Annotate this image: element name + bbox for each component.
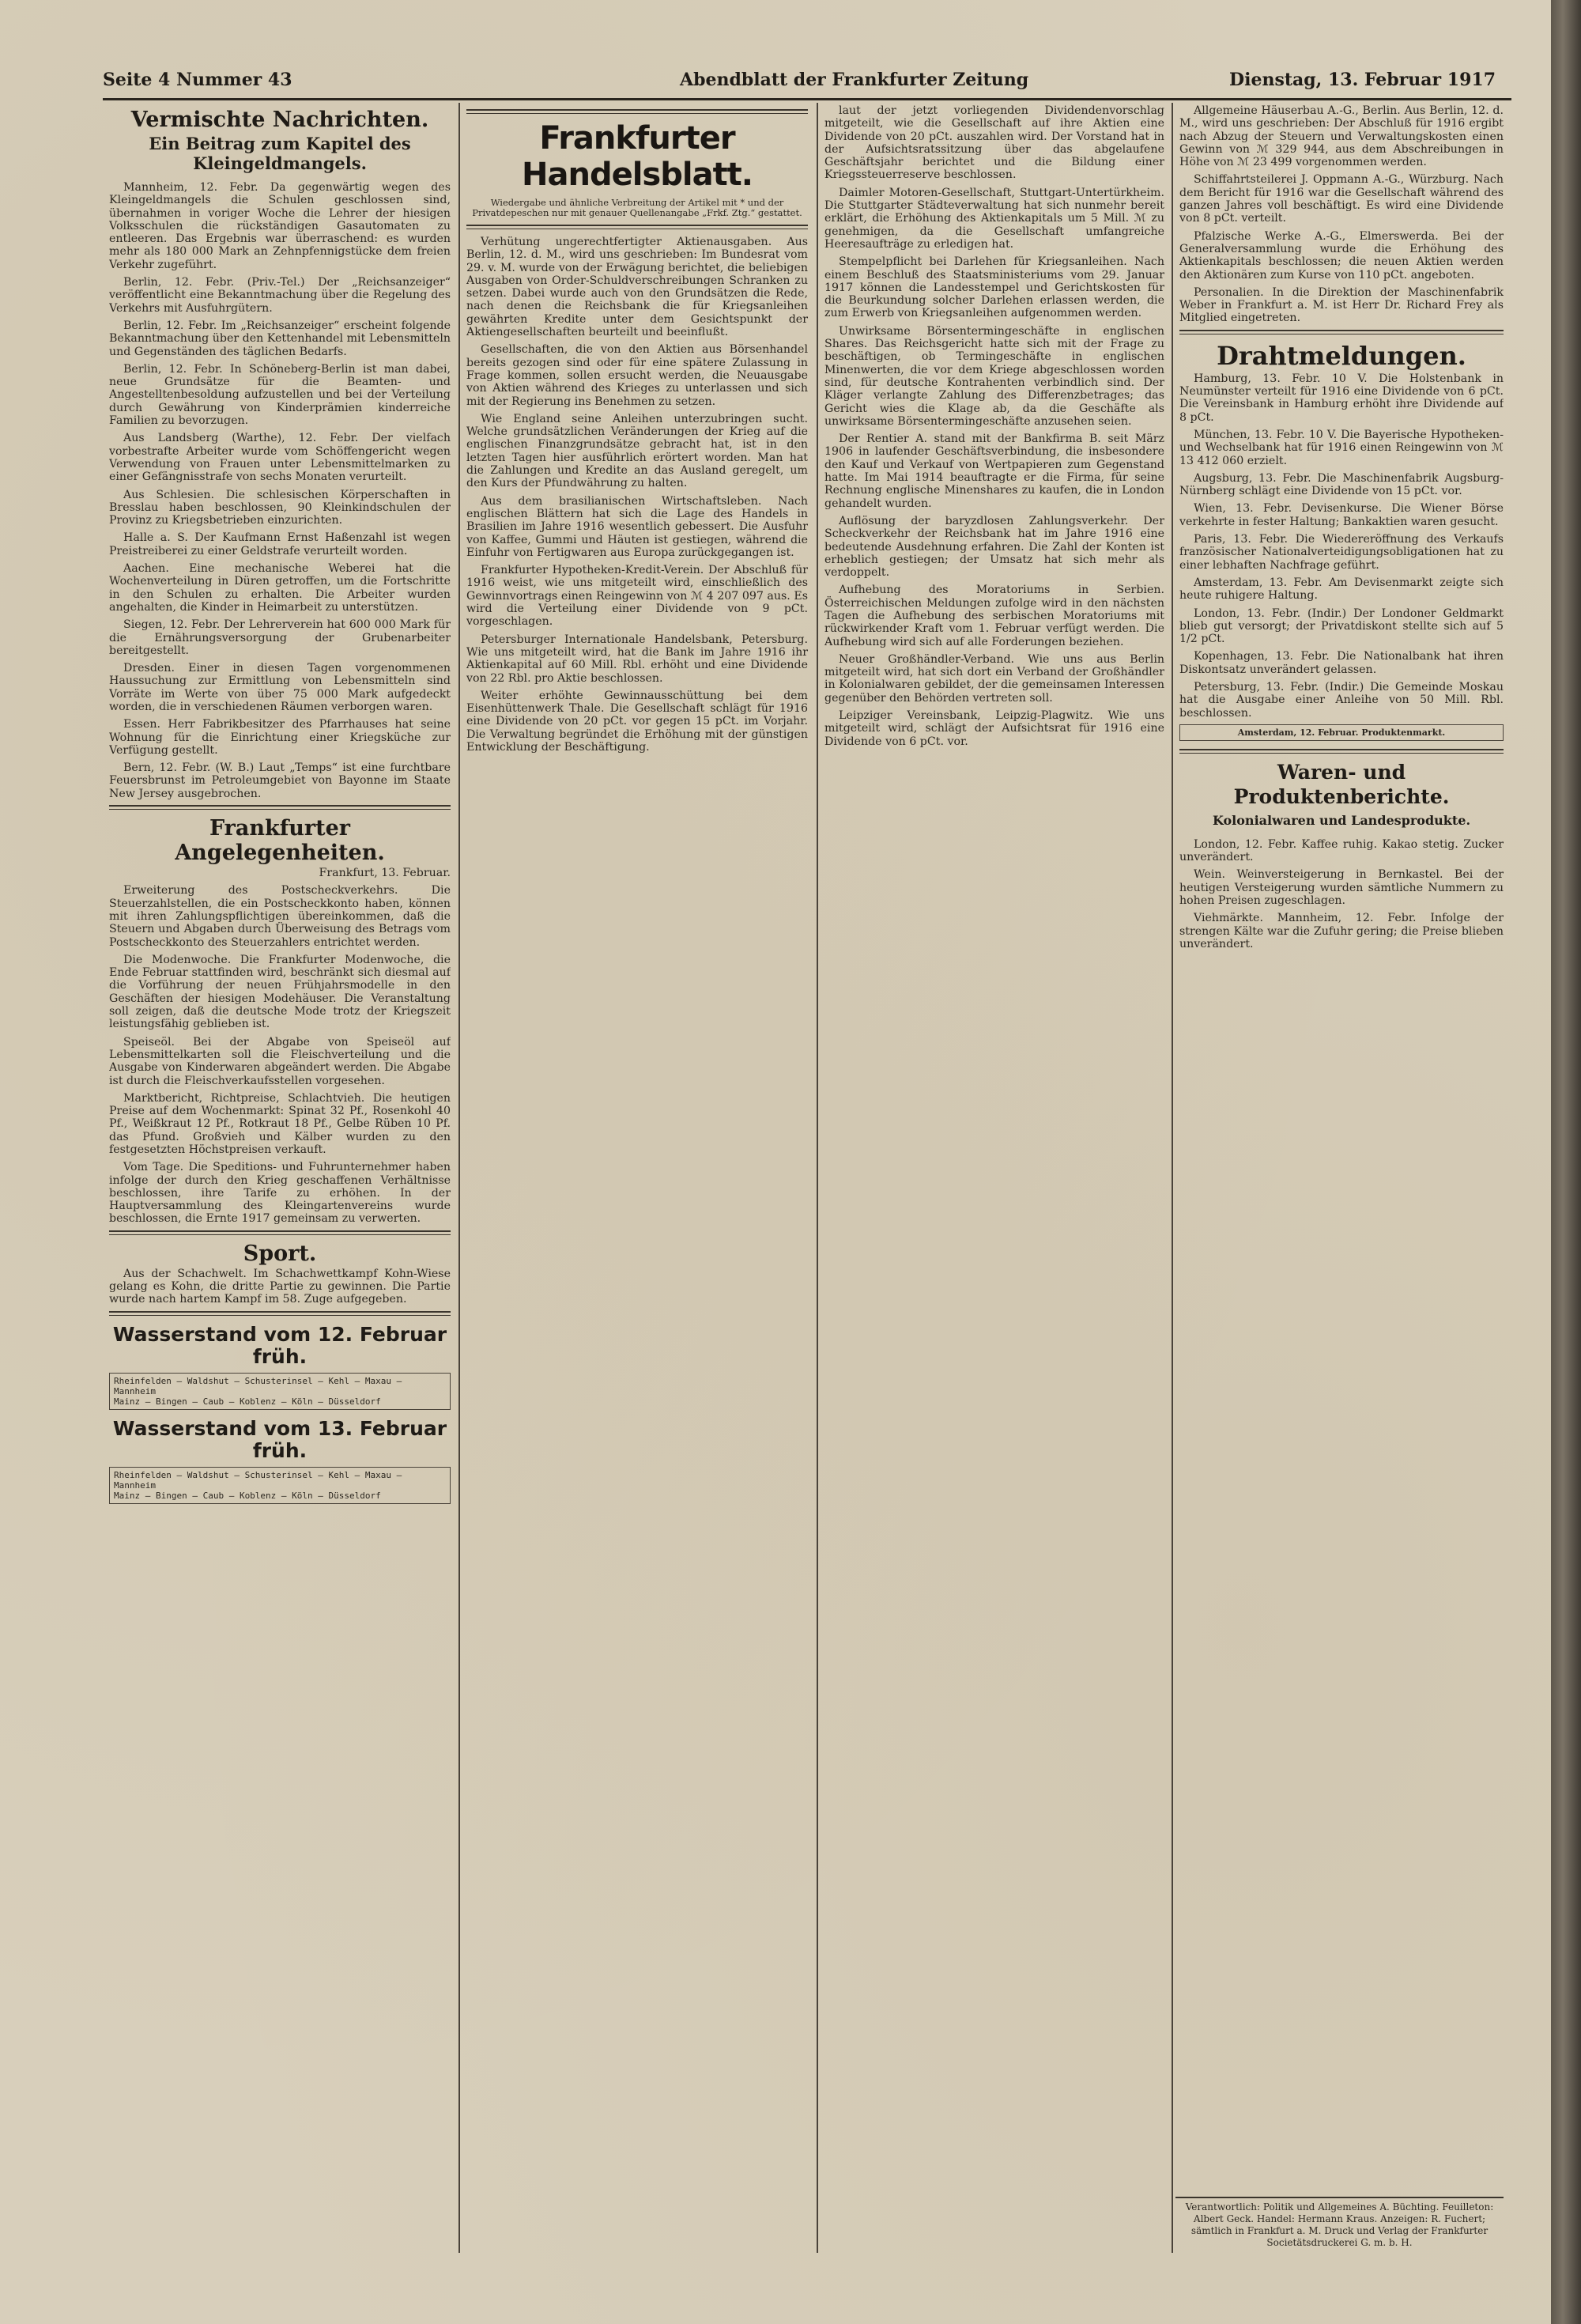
subheading-kleingeld: Ein Beitrag zum Kapitel des Kleingeldmangels. [149, 134, 411, 173]
article-paragraph: Die Modenwoche. Die Frankfurter Modenwoche, die Ende Februar stattfinden wird, beschränkt sich diesmal auf die Vorführung der neuen Frühjahrsmodelle in den Geschäften der hiesigen Modehäuser. Die Veranstaltung soll zeigen, daß die deutsche Mode trotz der Kriegszeit leistungsfähig geblieben ist. [109, 953, 451, 1031]
article-paragraph: Unwirksame Börsentermingeschäfte in englischen Shares. Das Reichsgericht hatte sich mit der Frage zu beschäftigen, ob Termingeschäfte in englischen Minenwerten, die vor dem Kriege abgeschlossen worden sind, für deutsche Kontrahenten verbindlich sind. Der Kläger verlangte Zahlung des Differenzbetrages; das Gericht wies die Klage ab, da die Geschäfte als unwirksame Börsentermingeschäfte anzusehen seien. [824, 324, 1164, 428]
water-level-row: Mainz — Bingen — Caub — Koblenz — Köln — Düsseldorf [114, 1490, 381, 1501]
article-paragraph: Berlin, 12. Febr. (Priv.-Tel.) Der „Reichsanzeiger“ veröffentlicht eine Bekanntmachung über die Regelung des Verkehrs mit Ausfuhrgütern. [109, 276, 451, 315]
section-divider [109, 1311, 451, 1316]
water-level-row: Mainz — Bingen — Caub — Koblenz — Köln — Düsseldorf [114, 1396, 381, 1407]
article-paragraph: Petersburger Internationale Handelsbank, Petersburg. Wie uns mitgeteilt wird, hat die Bank im Jahre 1916 ihr Aktienkapital auf 60 Mill. Rbl. erhöht und eine Dividende von 22 Rbl. pro Aktie beschlossen. [466, 633, 808, 685]
article-paragraph: Daimler Motoren-Gesellschaft, Stuttgart-Untertürkheim. Die Stuttgarter Städteverwaltung hat sich nunmehr bereit erklärt, die Erhöhung des Aktienkapitals um 5 Mill. ℳ zu genehmigen, da die Gesellschaft umfangreiche Heeresaufträge zu erledigen hat. [824, 186, 1164, 251]
article-paragraph: Berlin, 12. Febr. In Schöneberg-Berlin ist man dabei, neue Grundsätze für die Beamten- und Angestelltenbesoldung aufzustellen und bei der Verteilung durch Gewährung von Kinderprämien kinderreiche Familien zu bevorzugen. [109, 362, 451, 428]
article-paragraph: Weiter erhöhte Gewinnausschüttung bei dem Eisenhüttenwerk Thale. Die Gesellschaft schlägt für 1916 eine Dividende von 20 pCt. vor gegen 15 pCt. im Vorjahr. Die Verwaltung begründet die Erhöhung mit der günstigen Entwicklung der Beschäftigung. [466, 689, 808, 754]
dateline: Frankfurt, 13. Februar. [319, 867, 451, 880]
amsterdam-market-table: Amsterdam, 12. Februar. Produktenmarkt. [1179, 724, 1504, 741]
column-rule [458, 103, 460, 2253]
section-heading-vermischtes: Vermischte Nachrichten. [130, 108, 429, 132]
column-4 [1179, 104, 1504, 2197]
imprint-footer: Verantwortlich: Politik und Allgemeines A. Büchting. Feuilleton: Albert Geck. Handel: Hermann Kraus. Anzeigen: R. Fuchert; sämtlich in Frankfurt a. M. Druck und Verlag der Frankfurter Societätsdruckerei G. m. b. H. [1175, 2197, 1504, 2249]
column-2 [466, 104, 808, 2261]
page-label: Seite 4 Nummer 43 [103, 70, 292, 90]
section-heading-draht: Drahtmeldungen. [1217, 340, 1466, 371]
article-paragraph: Allgemeine Häuserbau A.-G., Berlin. Aus Berlin, 12. d. M., wird uns geschrieben: Der Abschluß für 1916 ergibt nach Abzug der Steuern und Verwaltungskosten einen Gewinn von ℳ 329 944, aus dem Abschreibungen in Höhe von ℳ 23 499 vorgenommen werden. [1179, 104, 1504, 169]
section-divider [109, 1230, 451, 1235]
article-paragraph: Aus Landsberg (Warthe), 12. Febr. Der vielfach vorbestrafte Arbeiter wurde vom Schöffengericht wegen Verwendung von Frauen unter Lebensmittelmarken zu einer Gefängnisstrafe von sechs Monaten verurteilt. [109, 432, 451, 484]
water-level-table [109, 1467, 451, 1504]
water-level-table [109, 1373, 451, 1410]
header-rule [103, 98, 1511, 100]
article-paragraph: Bern, 12. Febr. (W. B.) Laut „Temps“ ist eine furchtbare Feuersbrunst im Petroleumgebiet von Bayonne im Staate New Jersey ausgebrochen. [109, 761, 451, 800]
article-paragraph: Wein. Weinversteigerung in Bernkastel. Bei der heutigen Versteigerung wurden sämtliche Nummern zu hohen Preisen zugeschlagen. [1179, 868, 1504, 908]
article-paragraph: Essen. Herr Fabrikbesitzer des Pfarrhauses hat seine Wohnung für die Einrichtung einer Kriegsküche zur Verfügung gestellt. [109, 718, 451, 757]
section-heading-frankfurt: Frankfurter Angelegenheiten. [175, 816, 385, 866]
article-paragraph: London, 13. Febr. (Indir.) Der Londoner Geldmarkt blieb gut versorgt; der Privatdiskont stellte sich auf 5 1/2 pCt. [1179, 607, 1504, 646]
section-heading-sport: Sport. [243, 1241, 317, 1266]
article-paragraph: Neuer Großhändler-Verband. Wie uns aus Berlin mitgeteilt wird, hat sich dort ein Verband der Großhändler in Kolonialwaren gebildet, der die gemeinsamen Interessen gegenüber den Behörden vertreten soll. [824, 652, 1164, 705]
article-paragraph: Leipziger Vereinsbank, Leipzig-Plagwitz. Wie uns mitgeteilt wird, schlägt der Aufsichtsrat für 1916 eine Dividende von 6 pCt. vor. [824, 709, 1164, 748]
masthead-rule [466, 109, 808, 114]
section-divider [466, 225, 808, 229]
running-head [103, 70, 1504, 96]
article-paragraph: Stempelpflicht bei Darlehen für Kriegsanleihen. Nach einem Beschluß des Staatsministeriums vom 29. Januar 1917 können die Landesstempel und Gerichtskosten für die Beurkundung solcher Darlehen erlassen werden, die zum Erwerb von Kriegsanleihen aufgenommen werden. [824, 255, 1164, 320]
article-paragraph: Schiffahrtsteilerei J. Oppmann A.-G., Würzburg. Nach dem Bericht für 1916 war die Gesellschaft während des ganzen Jahres voll beschäftigt. Es wird eine Dividende von 8 pCt. verteilt. [1179, 173, 1504, 225]
article-paragraph: Mannheim, 12. Febr. Da gegenwärtig wegen des Kleingeldmangels die Schulen geschlossen sind, übernahmen in voriger Woche die Lehrer der hiesigen Volksschulen die rückständigen Gasautomaten zu entleeren. Das Ergebnis war überraschend: es wurden mehr als 180 000 Mark an Zehnpfennigstücke dem freien Verkehr zugeführt. [109, 181, 451, 271]
article-paragraph: Hamburg, 13. Febr. 10 V. Die Holstenbank in Neumünster verteilt für 1916 eine Dividende von 6 pCt. Die Vereinsbank in Hamburg erhöht ihre Dividende auf 8 pCt. [1179, 372, 1504, 424]
article-paragraph: Vom Tage. Die Speditions- und Fuhrunternehmer haben infolge der durch den Krieg geschaffenen Verhältnisse beschlossen, ihre Tarife zu erhöhen. In der Hauptversammlung des Kleingartenvereins wurde beschlossen, die Ernte 1917 gemeinsam zu verwerten. [109, 1161, 451, 1226]
water-level-heading: Wasserstand vom 12. Februar früh. [112, 1322, 447, 1368]
section-heading-waren: Waren- und Produktenberichte. [1233, 760, 1450, 808]
article-paragraph: Frankfurter Hypotheken-Kredit-Verein. Der Abschluß für 1916 weist, wie uns mitgeteilt wird, einschließlich des Gewinnvortrags einen Reingewinn von ℳ 4 207 097 aus. Es wird die Verteilung einer Dividende von 9 pCt. vorgeschlagen. [466, 564, 808, 629]
issue-date: Dienstag, 13. Februar 1917 [1229, 70, 1496, 90]
article-paragraph: Wien, 13. Febr. Devisenkurse. Die Wiener Börse verkehrte in fester Haltung; Bankaktien waren gesucht. [1179, 502, 1504, 528]
water-level-heading: Wasserstand vom 13. Februar früh. [112, 1416, 447, 1462]
article-paragraph: Dresden. Einer in diesen Tagen vorgenommenen Haussuchung zur Ermittlung von Lebensmitteln sind Vorräte im Werte von über 75 000 Mark aufgedeckt worden, die in verschiedenen Räumen verborgen waren. [109, 662, 451, 713]
column-rule [817, 103, 818, 2253]
article-paragraph: Wie England seine Anleihen unterzubringen sucht. Welche grundsätzlichen Veränderungen der Krieg auf die englischen Finanzgrundsätze gebracht hat, ist in den letzten Tagen hier ausführlich erörtert worden. Man hat die Zahlungen und Kredite an das Ausland geregelt, um den Kurs der Pfundwährung zu halten. [466, 412, 808, 490]
article-paragraph: Augsburg, 13. Febr. Die Maschinenfabrik Augsburg-Nürnberg schlägt eine Dividende von 15 pCt. vor. [1179, 471, 1504, 498]
article-paragraph: laut der jetzt vorliegenden Dividendenvorschlag mitgeteilt, wie die Gesellschaft auf ihre Aktien eine Dividende von 20 pCt. auszahlen wird. Der Vorstand hat in der Aufsichtsratssitzung über das abgelaufene Geschäftsjahr berichtet und die Bildung einer Kriegssteuerreserve beschlossen. [824, 104, 1164, 182]
column-1 [109, 104, 451, 2261]
column-3 [824, 104, 1164, 2261]
edition-title: Abendblatt der Frankfurter Zeitung [680, 70, 1029, 90]
article-paragraph: Siegen, 12. Febr. Der Lehrerverein hat 600 000 Mark für die Ernährungsversorgung der Grubenarbeiter bereitgestellt. [109, 618, 451, 657]
book-binding-edge [1551, 0, 1581, 2324]
water-level-row: Rheinfelden — Waldshut — Schusterinsel — Kehl — Maxau — Mannheim [114, 1469, 402, 1491]
article-paragraph: Der Rentier A. stand mit der Bankfirma B. seit März 1906 in laufender Geschäftsverbindung, die insbesondere den Kauf und Verkauf von Wertpapieren zum Gegenstand hatte. Im Mai 1914 beauftragte er die Firma, für seine Rechnung englische Minenshares zu kaufen, die in London gehandelt wurden. [824, 433, 1164, 510]
article-paragraph: Personalien. In die Direktion der Maschinenfabrik Weber in Frankfurt a. M. ist Herr Dr. Richard Frey als Mitglied eingetreten. [1179, 285, 1504, 325]
article-paragraph: Marktbericht, Richtpreise, Schlachtvieh. Die heutigen Preise auf dem Wochenmarkt: Spinat 32 Pf., Rosenkohl 40 Pf., Weißkraut 12 Pf., Rotkraut 18 Pf., Gelbe Rüben 10 Pf. das Pfund. Großvieh und Kälber wurden zu den festgesetzten Höchstpreisen verkauft. [109, 1091, 451, 1156]
article-paragraph: Aufhebung des Moratoriums in Serbien. Österreichischen Meldungen zufolge wird in den nächsten Tagen die Aufhebung des serbischen Moratoriums mit rückwirkender Kraft vom 1. Februar verfügt werden. Die Aufhebung wird sich auf alle Forderungen beziehen. [824, 584, 1164, 648]
article-paragraph: Speiseöl. Bei der Abgabe von Speiseöl auf Lebensmittelkarten soll die Fleischverteilung und die Ausgabe von Kinderwaren abgeändert werden. Die Abgabe ist durch die Fleischverkaufsstellen vorgesehen. [109, 1035, 451, 1087]
article-paragraph: Verhütung ungerechtfertigter Aktienausgaben. Aus Berlin, 12. d. M., wird uns geschrieben: Im Bundesrat vom 29. v. M. wurde von der Erwägung berichtet, die beliebigen Ausgaben von Order-Schuldverschreibungen Schranken zu setzen. Dabei wurde auch von den Grundsätzen die Rede, nach denen die Reichsbank die für Kriegsanleihen gewährten Kredite unter dem Gesichtspunkt der Aktiengesellschaften beurteilt und beeinflußt. [466, 236, 808, 339]
subheading-kolonialwaren: Kolonialwaren und Landesprodukte. [1212, 812, 1471, 828]
article-paragraph: Viehmärkte. Mannheim, 12. Febr. Infolge der strengen Kälte war die Zufuhr gering; die Preise blieben unverändert. [1179, 912, 1504, 950]
article-paragraph: Kopenhagen, 13. Febr. Die Nationalbank hat ihren Diskontsatz unverändert gelassen. [1179, 650, 1504, 676]
water-level-row: Rheinfelden — Waldshut — Schusterinsel — Kehl — Maxau — Mannheim [114, 1375, 402, 1396]
section-divider [1179, 330, 1504, 334]
section-heading-handelsblatt: Frankfurter Handelsblatt. [522, 120, 753, 193]
column-rule [1172, 103, 1173, 2253]
article-paragraph: Auflösung der baryzdlosen Zahlungsverkehr. Der Scheckverkehr der Reichsbank hat im Jahre 1916 eine bedeutende Ausdehnung erfahren. Die Zahl der Konten ist erheblich gestiegen; der Umsatz hat sich mehr als verdoppelt. [824, 514, 1164, 580]
article-paragraph: Aachen. Eine mechanische Weberei hat die Wochenverteilung in Düren getroffen, um die Fortschritte in den Schulen zu erhalten. Die Arbeiter wurden angehalten, die Kinder in Heimarbeit zu unterstützen. [109, 562, 451, 614]
article-paragraph: Petersburg, 13. Febr. (Indir.) Die Gemeinde Moskau hat die Ausgabe einer Anleihe von 50 Mill. Rbl. beschlossen. [1179, 680, 1504, 720]
article-paragraph: Aus Schlesien. Die schlesischen Körperschaften in Bresslau haben beschlossen, 90 Kleinkindschulen der Provinz zu Kriegsbetrieben einzurichten. [109, 488, 451, 527]
section-divider [1179, 749, 1504, 754]
article-paragraph: Aus der Schachwelt. Im Schachwettkampf Kohn-Wiese gelang es Kohn, die dritte Partie zu gewinnen. Die Partie wurde nach hartem Kampf im 58. Zuge aufgegeben. [109, 1267, 451, 1306]
article-paragraph: Halle a. S. Der Kaufmann Ernst Haßenzahl ist wegen Preistreiberei zu einer Geldstrafe verurteilt worden. [109, 531, 451, 557]
article-paragraph: Paris, 13. Febr. Die Wiedereröffnung des Verkaufs französischer Nationalverteidigungsobligationen hat zu einer lebhaften Nachfrage geführt. [1179, 533, 1504, 572]
article-paragraph: London, 12. Febr. Kaffee ruhig. Kakao stetig. Zucker unverändert. [1179, 837, 1504, 864]
article-paragraph: Erweiterung des Postscheckverkehrs. Die Steuerzahlstellen, die ein Postscheckkonto haben, können mit ihren Zahlungspflichtigen übereinkommen, daß die Steuern und Abgaben durch Überweisung des Betrags vom Postscheckkonto des Steuerzahlers entrichtet werden. [109, 884, 451, 949]
article-paragraph: Berlin, 12. Febr. Im „Reichsanzeiger“ erscheint folgende Bekanntmachung über den Kettenhandel mit Lebensmitteln und Gegenständen des täglichen Bedarfs. [109, 319, 451, 358]
reprint-notice: Wiedergabe und ähnliche Verbreitung der Artikel mit * und der Privatdepeschen nur mit genauer Quellenangabe „Frkf. Ztg.“ gestattet. [472, 197, 802, 218]
article-paragraph: Pfalzische Werke A.-G., Elmerswerda. Bei der Generalversammlung wurde die Erhöhung des Aktienkapitals beschlossen; die neuen Aktien werden den Aktionären zum Kurse von 110 pCt. angeboten. [1179, 229, 1504, 282]
article-paragraph: Amsterdam, 13. Febr. Am Devisenmarkt zeigte sich heute ruhigere Haltung. [1179, 576, 1504, 603]
article-paragraph: Gesellschaften, die von den Aktien aus Börsenhandel bereits gezogen sind oder für eine spätere Zulassung in Frage kommen, sollen ersucht werden, die Neuausgabe von Aktien während des Krieges zu unterlassen und sich mit der Regierung ins Benehmen zu setzen. [466, 343, 808, 408]
article-paragraph: München, 13. Febr. 10 V. Die Bayerische Hypotheken- und Wechselbank hat für 1916 einen Reingewinn von ℳ 13 412 060 erzielt. [1179, 428, 1504, 467]
article-paragraph: Aus dem brasilianischen Wirtschaftsleben. Nach englischen Blättern hat sich die Lage des Handels in Brasilien im Jahre 1916 wesentlich gebessert. Die Ausfuhr von Kaffee, Gummi und Häuten ist gestiegen, während die Einfuhr von Fertigwaren aus Europa zurückgegangen ist. [466, 494, 808, 559]
section-divider [109, 805, 451, 810]
